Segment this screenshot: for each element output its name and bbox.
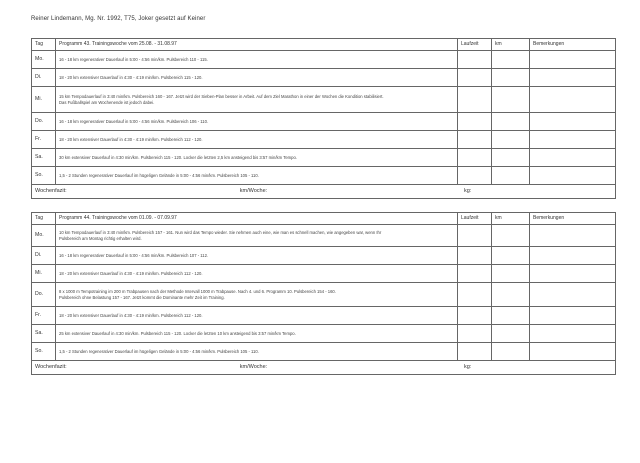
page-header: Reiner Lindemann, Mg. Nr. 1992, T75, Joker gesetzt auf Keiner [31, 16, 206, 22]
bemerkungen-cell [530, 113, 616, 131]
laufzeit-cell [458, 87, 492, 113]
bemerkungen-cell [530, 283, 616, 307]
day-label: Mi. [32, 265, 56, 283]
table-row [32, 113, 616, 131]
day-label: Do. [32, 283, 56, 307]
laufzeit-cell [458, 265, 492, 283]
laufzeit-cell [458, 343, 492, 361]
bemerkungen-cell [530, 87, 616, 113]
bemerkungen-cell [530, 343, 616, 361]
km-cell [492, 131, 530, 149]
table-row [32, 247, 616, 265]
col-tag: Tag [32, 39, 56, 51]
km-cell [492, 113, 530, 131]
km-cell [492, 265, 530, 283]
workout-text: 10 km Tempodauerlauf in 3:40 min/km. Pulsbereich 157 - 161. Nun wird das Tempo wieder. Sie nehmen auch eine, wie man es schnell machen, wie angegeben war, wenn Ihr Pulsbereich am Montag richtig erhalten wird. [56, 225, 458, 247]
laufzeit-cell [458, 247, 492, 265]
week-title: Programm 44. Trainingswoche vom 01.09. - 07.09.97 [56, 213, 458, 225]
table-row [32, 225, 616, 247]
col-laufzeit: Laufzeit [458, 39, 492, 51]
km-cell [492, 247, 530, 265]
km-woche-label: km/Woche: [239, 364, 268, 371]
bemerkungen-cell [530, 265, 616, 283]
bemerkungen-cell [530, 325, 616, 343]
km-cell [492, 149, 530, 167]
day-label: Di. [32, 69, 56, 87]
table-row [32, 343, 616, 361]
workout-text: 30 km extensiver Dauerlauf in 4:30 min/km. Pulsbereich 115 - 120. Locker die letzten 2,5 km ansteigend bis 3:57 min/km Tempo. [56, 149, 458, 167]
day-label: Mo. [32, 225, 56, 247]
bemerkungen-cell [530, 225, 616, 247]
bemerkungen-cell [530, 69, 616, 87]
laufzeit-cell [458, 149, 492, 167]
col-bemerkungen: Bemerkungen [530, 39, 616, 51]
workout-text: 8 x 1000 m Tempotraining im 200 m Trabpausen nach der Methode Intervall 1000 m Trabpause. Nach 4. und 6. Programm 10. Pulsbereich 154 - 160. Pulsbereich ohne Belastung 157 - 167. Jetzt kommt die Dominante mehr Zeit im Training. [56, 283, 458, 307]
workout-text: 15 km Tempodauerlauf in 3:40 min/km. Pulsbereich 160 - 167. Jetzt wird der Sieben-Plan besser in Arbeit. Auf dem Ziel Marathon in einer der Wochen die Kondition stabilisiert. Das Fußballspiel am Wochenende ist jedoch dabei. [56, 87, 458, 113]
kg-label: kg: [464, 364, 472, 371]
bemerkungen-cell [530, 51, 616, 69]
laufzeit-cell [458, 167, 492, 185]
km-cell [492, 225, 530, 247]
table-row [32, 167, 616, 185]
km-cell [492, 325, 530, 343]
day-label: Fr. [32, 131, 56, 149]
footer-cell [458, 361, 616, 375]
km-cell [492, 167, 530, 185]
km-cell [492, 69, 530, 87]
table-header-row [32, 39, 616, 51]
footer-cell [32, 185, 458, 199]
week-44-table [31, 212, 616, 375]
day-label: Di. [32, 247, 56, 265]
kg-label: kg: [464, 188, 472, 195]
bemerkungen-cell [530, 247, 616, 265]
day-label: Fr. [32, 307, 56, 325]
day-label: Sa. [32, 325, 56, 343]
workout-text: 18 - 20 km extensiver Dauerlauf in 4:30 - 4:19 min/km. Pulsbereich 112 - 120. [56, 265, 458, 283]
day-label: Mi. [32, 87, 56, 113]
table-header-row [32, 213, 616, 225]
wochenfazit-label: Wochenfazit: [35, 364, 67, 371]
bemerkungen-cell [530, 149, 616, 167]
week-footer [32, 185, 616, 199]
col-km: km [492, 39, 530, 51]
footer-cell [458, 185, 616, 199]
workout-text: 16 - 18 km regenerativer Dauerlauf in 5:00 - 4:56 min/km. Pulsbereich 106 - 110. [56, 113, 458, 131]
day-label: So. [32, 167, 56, 185]
km-cell [492, 283, 530, 307]
workout-text: 25 km extensiver Dauerlauf in 4:30 min/km. Pulsbereich 115 - 120. Locker die letzten 10 km ansteigend bis 3:57 min/km Tempo. [56, 325, 458, 343]
km-woche-label: km/Woche: [239, 188, 268, 195]
wochenfazit-label: Wochenfazit: [35, 188, 67, 195]
table-row [32, 87, 616, 113]
table-row [32, 265, 616, 283]
laufzeit-cell [458, 131, 492, 149]
week-43-table [31, 38, 616, 199]
day-label: Sa. [32, 149, 56, 167]
laufzeit-cell [458, 307, 492, 325]
table-row [32, 69, 616, 87]
week-footer [32, 361, 616, 375]
day-label: So. [32, 343, 56, 361]
table-row [32, 131, 616, 149]
workout-text: 18 - 20 km extensiver Dauerlauf in 4:30 - 4:19 min/km. Pulsbereich 115 - 120. [56, 69, 458, 87]
table-row [32, 51, 616, 69]
laufzeit-cell [458, 225, 492, 247]
workout-text: 18 - 20 km extensiver Dauerlauf in 4:30 - 4:19 min/km. Pulsbereich 112 - 120. [56, 307, 458, 325]
col-tag: Tag [32, 213, 56, 225]
workout-text: 1,5 - 2 Stunden regenerativer Dauerlauf im hügeligen Gelände in 5:00 - 4:56 min/km. Pulsbereich 105 - 110. [56, 343, 458, 361]
table-row [32, 307, 616, 325]
laufzeit-cell [458, 325, 492, 343]
table-row [32, 283, 616, 307]
km-cell [492, 51, 530, 69]
col-laufzeit: Laufzeit [458, 213, 492, 225]
col-bemerkungen: Bemerkungen [530, 213, 616, 225]
day-label: Mo. [32, 51, 56, 69]
col-km: km [492, 213, 530, 225]
laufzeit-cell [458, 113, 492, 131]
workout-text: 18 - 20 km extensiver Dauerlauf in 4:30 - 4:19 min/km. Pulsbereich 112 - 120. [56, 131, 458, 149]
workout-text: 16 - 18 km regenerativer Dauerlauf in 5:00 - 4:56 min/km. Pulsbereich 110 - 115. [56, 51, 458, 69]
table-row [32, 325, 616, 343]
table-row [32, 149, 616, 167]
bemerkungen-cell [530, 307, 616, 325]
week-title: Programm 43. Trainingswoche vom 25.08. - 31.08.97 [56, 39, 458, 51]
km-cell [492, 87, 530, 113]
day-label: Do. [32, 113, 56, 131]
laufzeit-cell [458, 69, 492, 87]
laufzeit-cell [458, 283, 492, 307]
footer-cell [32, 361, 458, 375]
bemerkungen-cell [530, 131, 616, 149]
workout-text: 1,5 - 2 Stunden regenerativer Dauerlauf im hügeligen Gelände in 5:00 - 4:56 min/km. Pulsbereich 105 - 110. [56, 167, 458, 185]
bemerkungen-cell [530, 167, 616, 185]
laufzeit-cell [458, 51, 492, 69]
workout-text: 16 - 18 km regenerativer Dauerlauf in 5:00 - 4:56 min/km. Pulsbereich 107 - 112. [56, 247, 458, 265]
km-cell [492, 343, 530, 361]
km-cell [492, 307, 530, 325]
